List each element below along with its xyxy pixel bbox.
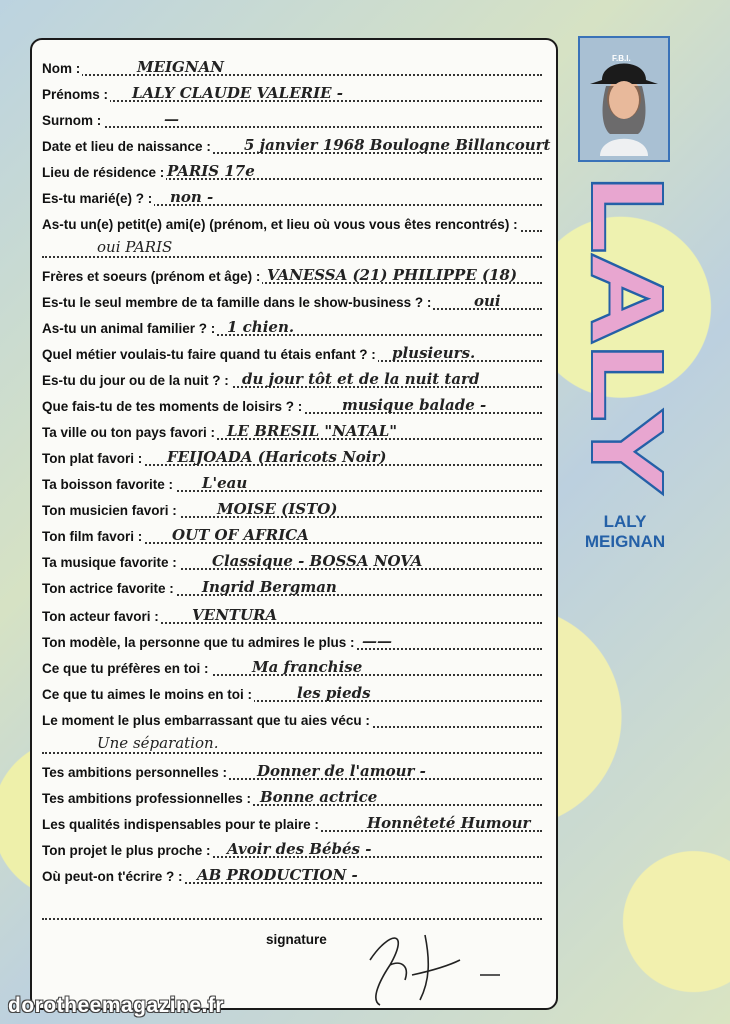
form-row — [42, 814, 542, 836]
question-label: Le moment le plus embarrassant que tu aies vécu : — [42, 713, 370, 728]
handwritten-answer: MEIGNAN — [137, 58, 224, 76]
question-label: Ton actrice favorite : — [42, 581, 174, 596]
handwritten-answer: oui — [474, 292, 501, 310]
form-row — [42, 422, 542, 444]
form-row — [42, 684, 542, 706]
form-row — [42, 632, 542, 654]
form-row — [42, 552, 542, 574]
form-row — [42, 214, 542, 236]
cap-text: F.B.I. — [612, 54, 631, 63]
answer-line — [42, 736, 542, 758]
handwritten-answer: —— — [362, 632, 392, 650]
portrait-photo — [578, 36, 670, 162]
handwritten-answer: OUT OF AFRICA — [172, 526, 309, 544]
handwritten-answer: 5 janvier 1968 Boulogne Billancourt — [244, 136, 551, 154]
form-row — [42, 292, 542, 314]
question-label: Ton projet le plus proche : — [42, 843, 211, 858]
site-watermark: dorotheemagazine.fr — [8, 994, 225, 1017]
form-row — [42, 188, 542, 210]
name-last: MEIGNAN — [584, 532, 666, 551]
handwritten-answer: Donner de l'amour - — [257, 762, 426, 780]
handwritten-answer: VANESSA (21) PHILIPPE (18) — [267, 266, 518, 284]
handwritten-answer: MOISE (ISTO) — [217, 500, 338, 518]
form-row — [42, 578, 542, 600]
form-row — [42, 162, 542, 184]
signature-scribble — [350, 920, 520, 1010]
handwritten-answer: Classique - BOSSA NOVA — [212, 552, 423, 570]
question-label: Ton plat favori : — [42, 451, 143, 466]
handwritten-answer: musique balade - — [342, 396, 487, 414]
form-row — [42, 58, 542, 80]
form-row — [42, 762, 542, 784]
form-row — [42, 526, 542, 548]
question-label: Où peut-on t'écrire ? : — [42, 869, 183, 884]
question-label: Ce que tu préfères en toi : — [42, 661, 209, 676]
handwritten-answer: Bonne actrice — [260, 788, 378, 806]
handwritten-answer: Une séparation. — [97, 734, 219, 752]
handwritten-answer: L'eau — [202, 474, 248, 492]
question-label: Les qualités indispensables pour te plaire : — [42, 817, 319, 832]
question-label: Frères et soeurs (prénom et âge) : — [42, 269, 261, 284]
form-row — [42, 110, 542, 132]
handwritten-answer: du jour tôt et de la nuit tard — [242, 370, 480, 388]
question-label: Lieu de résidence : — [42, 165, 165, 180]
handwritten-answer: PARIS 17e — [167, 162, 255, 180]
form-row — [42, 266, 542, 288]
question-label: Ton modèle, la personne que tu admires le plus : — [42, 635, 355, 650]
form-row — [42, 658, 542, 680]
question-label: As-tu un(e) petit(e) ami(e) (prénom, et lieu où vous vous êtes rencontrés) : — [42, 217, 518, 232]
form-row — [42, 344, 542, 366]
question-label: Prénoms : — [42, 87, 109, 102]
question-label: Surnom : — [42, 113, 102, 128]
handwritten-answer: les pieds — [297, 684, 371, 702]
handwritten-answer: Ma franchise — [252, 658, 363, 676]
question-label: Es-tu marié(e) ? : — [42, 191, 153, 206]
name-first: LALY — [603, 512, 647, 531]
question-label: Ton musicien favori : — [42, 503, 177, 518]
handwritten-answer: Honnêteté Humour — [367, 814, 531, 832]
form-row — [42, 448, 542, 470]
question-label: Es-tu le seul membre de ta famille dans le show-business ? : — [42, 295, 432, 310]
question-label: Que fais-tu de tes moments de loisirs ? : — [42, 399, 303, 414]
laly-vertical-title — [571, 176, 683, 498]
handwritten-answer: FEIJOADA (Haricots Noir) — [167, 448, 387, 466]
name-block — [572, 512, 678, 552]
form-row — [42, 840, 542, 862]
form-row — [42, 136, 551, 158]
form-row — [42, 866, 542, 888]
laly-vertical-text: LALY — [571, 176, 683, 428]
form-row — [42, 788, 542, 810]
question-label: Ton film favori : — [42, 529, 143, 544]
question-label: Nom : — [42, 61, 81, 76]
form-row — [42, 710, 542, 732]
answer-line — [42, 240, 542, 262]
question-label: Tes ambitions professionnelles : — [42, 791, 252, 806]
handwritten-answer: plusieurs. — [392, 344, 476, 362]
handwritten-answer: 1 chien. — [227, 318, 295, 336]
handwritten-answer: non - — [170, 188, 214, 206]
question-label: Ta boisson favorite : — [42, 477, 174, 492]
form-row — [42, 318, 542, 340]
handwritten-answer: Avoir des Bébés - — [227, 840, 372, 858]
form-row — [42, 606, 542, 628]
form-row — [42, 84, 542, 106]
handwritten-answer: VENTURA — [192, 606, 278, 624]
form-row — [42, 500, 542, 522]
handwritten-answer: LE BRESIL "NATAL" — [227, 422, 398, 440]
handwritten-answer: AB PRODUCTION - — [197, 866, 358, 884]
question-label: Ta ville ou ton pays favori : — [42, 425, 216, 440]
question-label: Tes ambitions personnelles : — [42, 765, 228, 780]
question-label: Ce que tu aimes le moins en toi : — [42, 687, 253, 702]
question-label: Date et lieu de naissance : — [42, 139, 211, 154]
question-label: Es-tu du jour ou de la nuit ? : — [42, 373, 229, 388]
question-label: As-tu un animal familier ? : — [42, 321, 216, 336]
form-row — [42, 474, 542, 496]
question-label: Quel métier voulais-tu faire quand tu étais enfant ? : — [42, 347, 376, 362]
handwritten-answer: LALY CLAUDE VALERIE - — [132, 84, 344, 102]
form-row — [42, 370, 542, 392]
handwritten-answer: — — [164, 110, 179, 128]
signature-label: signature — [266, 932, 327, 947]
questionnaire-card — [30, 38, 558, 1010]
form-row — [42, 396, 542, 418]
question-label: Ton acteur favori : — [42, 609, 159, 624]
handwritten-answer: Ingrid Bergman — [202, 578, 337, 596]
handwritten-answer: oui PARIS — [97, 238, 173, 256]
question-label: Ta musique favorite : — [42, 555, 177, 570]
